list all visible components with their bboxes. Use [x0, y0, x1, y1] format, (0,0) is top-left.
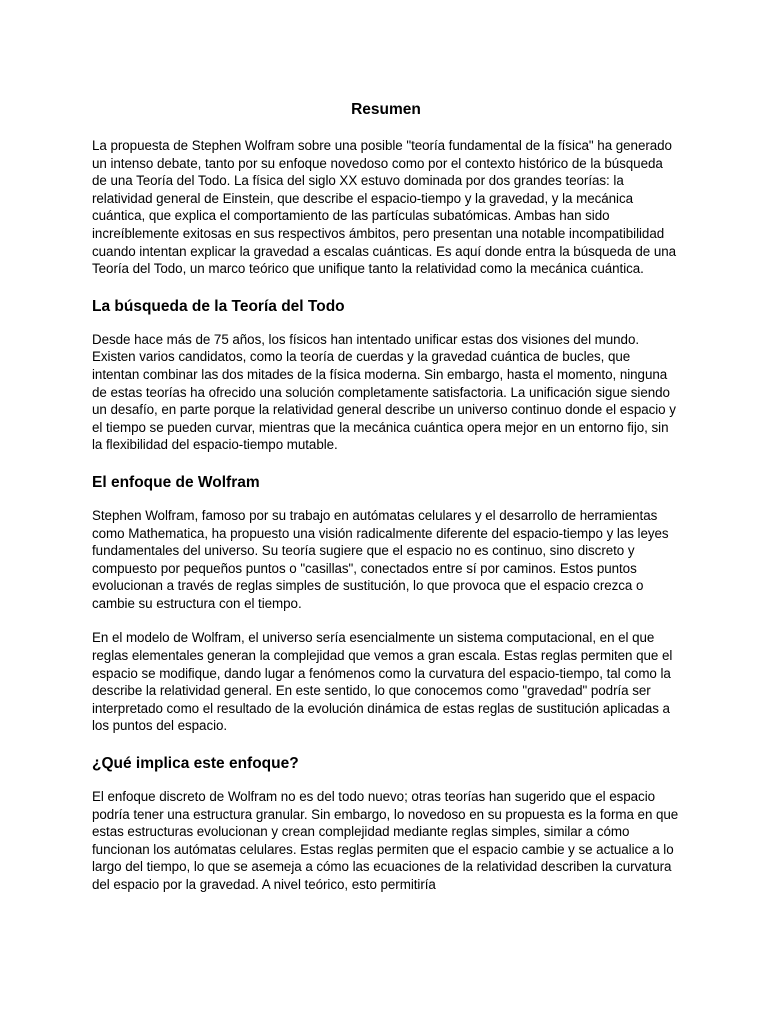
intro-paragraph: La propuesta de Stephen Wolfram sobre una posible "teoría fundamental de la física" ha generado un intenso debate, tanto por su enfoque novedoso como por el contexto histórico de la búsqueda de una Teoría del Todo. La física del siglo XX estuvo dominada por dos grandes teorías: la relatividad general de Einstein, que describe el espacio-tiempo y la gravedad, y la mecánica cuántica, que explica el comportamiento de las partículas subatómicas. Ambas han sido increíblemente exitosas en sus respectivos ámbitos, pero presentan una notable incompatibilidad cuando intentan explicar la gravedad a escalas cuánticas. Es aquí donde entra la búsqueda de una Teoría del Todo, un marco teórico que unifique tanto la relatividad como la mecánica cuántica. — [92, 138, 677, 277]
document-page — [92, 100, 680, 913]
section-heading-teoria-del-todo: La búsqueda de la Teoría del Todo — [92, 297, 345, 315]
paragraph-enfoque-wolfram-2: En el modelo de Wolfram, el universo sería esencialmente un sistema computacional, en el que reglas elementales generan la complejidad que vemos a gran escala. Estas reglas permiten que el espacio se modifique, dando lugar a fenómenos como la curvatura del espacio-tiempo, tal como la describe la relatividad general. En este sentido, lo que conocemos como "gravedad" podría ser interpretado como el resultado de la evolución dinámica de estas reglas de sustitución aplicadas a los puntos del espacio. — [92, 630, 673, 734]
paragraph-enfoque-wolfram-1: Stephen Wolfram, famoso por su trabajo en autómatas celulares y el desarrollo de herramientas como Mathematica, ha propuesto una visión radicalmente diferente del espacio-tiempo y las leyes fundamentales del universo. Su teoría sugiere que el espacio no es continuo, sino discreto y compuesto por pequeños puntos o "casillas", conectados entre sí por caminos. Estos puntos evolucionan a través de reglas simples de sustitución, lo que provoca que el espacio crezca o cambie su estructura con el tiempo. — [92, 507, 669, 611]
paragraph-que-implica: El enfoque discreto de Wolfram no es del todo nuevo; otras teorías han sugerido que el espacio podría tener una estructura granular. Sin embargo, lo novedoso en su propuesta es la forma en que estas estructuras evolucionan y crean complejidad mediante reglas simples, similar a cómo funcionan los autómatas celulares. Estas reglas permiten que el espacio cambie y se actualice a lo largo del tiempo, lo que se asemeja a cómo las ecuaciones de la relatividad describen la curvatura del espacio por la gravedad. A nivel teórico, esto permitiría — [92, 789, 679, 892]
section-heading-enfoque-wolfram: El enfoque de Wolfram — [92, 473, 260, 491]
section-heading-que-implica: ¿Qué implica este enfoque? — [92, 755, 299, 773]
document-title: Resumen — [351, 101, 421, 118]
paragraph-teoria-del-todo: Desde hace más de 75 años, los físicos han intentado unificar estas dos visiones del mundo. Existen varios candidatos, como la teoría de cuerdas y la gravedad cuántica de bucles, que intentan combinar las dos mitades de la física moderna. Sin embargo, hasta el momento, ninguna de estas teorías ha ofrecido una solución completamente satisfactoria. La unificación sigue siendo un desafío, en parte porque la relatividad general describe un universo continuo donde el espacio y el tiempo se pueden curvar, mientras que la mecánica cuántica opera mejor en un entorno fijo, sin la flexibilidad del espacio-tiempo mutable. — [92, 331, 676, 453]
